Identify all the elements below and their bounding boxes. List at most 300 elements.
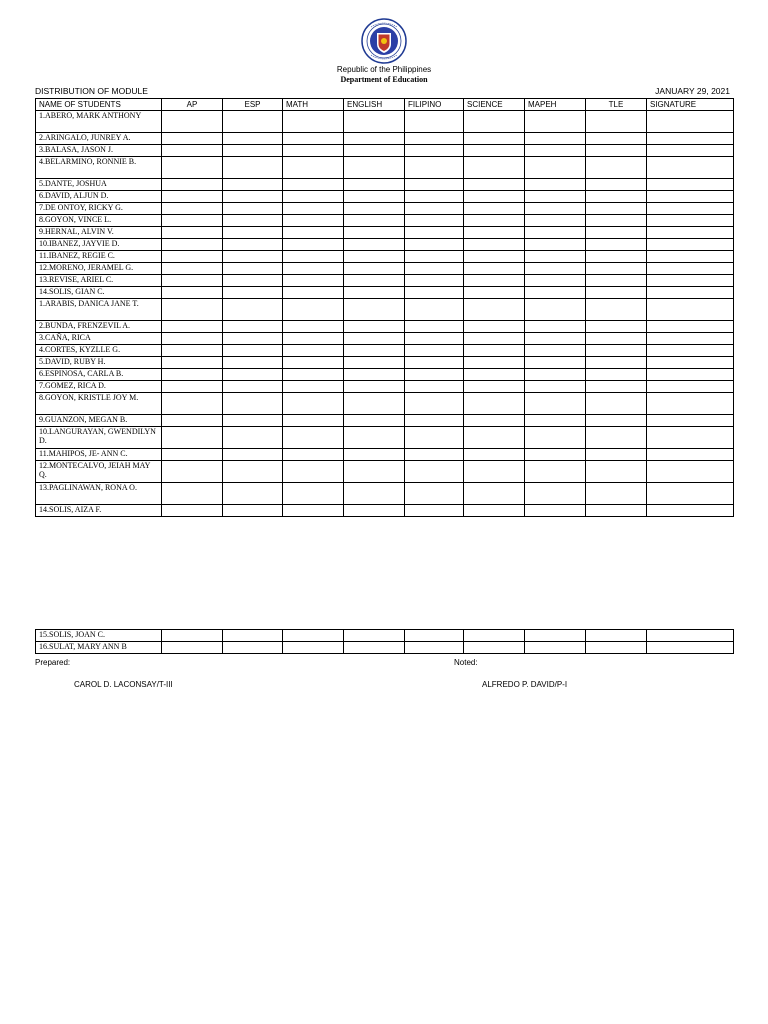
subject-cell[interactable] [586, 157, 647, 179]
signature-cell[interactable] [647, 179, 734, 191]
subject-cell[interactable] [525, 203, 586, 215]
signature-cell[interactable] [647, 299, 734, 321]
subject-cell[interactable] [162, 133, 223, 145]
subject-cell[interactable] [525, 461, 586, 483]
subject-cell[interactable] [223, 630, 283, 642]
subject-cell[interactable] [525, 369, 586, 381]
subject-cell[interactable] [223, 179, 283, 191]
table-row [36, 157, 734, 179]
subject-cell[interactable] [162, 215, 223, 227]
subject-cell[interactable] [525, 345, 586, 357]
signature-cell[interactable] [647, 333, 734, 345]
table-row [36, 299, 734, 321]
subject-cell[interactable] [405, 449, 464, 461]
subject-cell[interactable] [525, 483, 586, 505]
subject-cell[interactable] [223, 133, 283, 145]
subject-cell[interactable] [223, 287, 283, 299]
subject-cell[interactable] [405, 321, 464, 333]
student-name-cell: 10.IBANEZ, JAYVIE D. [36, 239, 162, 251]
table-row [36, 145, 734, 157]
subject-cell[interactable] [344, 111, 405, 133]
subject-cell[interactable] [464, 203, 525, 215]
subject-cell[interactable] [283, 393, 344, 415]
subject-cell[interactable] [405, 287, 464, 299]
subject-cell[interactable] [162, 461, 223, 483]
subject-cell[interactable] [223, 321, 283, 333]
subject-cell[interactable] [464, 415, 525, 427]
subject-cell[interactable] [162, 157, 223, 179]
signature-cell[interactable] [647, 275, 734, 287]
signature-cell[interactable] [647, 287, 734, 299]
subject-cell[interactable] [223, 461, 283, 483]
subject-cell[interactable] [464, 157, 525, 179]
subject-cell[interactable] [405, 357, 464, 369]
column-header: SCIENCE [464, 99, 525, 111]
subject-cell[interactable] [464, 179, 525, 191]
subject-cell[interactable] [223, 227, 283, 239]
subject-cell[interactable] [344, 227, 405, 239]
subject-cell[interactable] [405, 145, 464, 157]
subject-cell[interactable] [223, 157, 283, 179]
table-row [36, 345, 734, 357]
subject-cell[interactable] [405, 191, 464, 203]
signature-cell[interactable] [647, 483, 734, 505]
subject-cell[interactable] [525, 299, 586, 321]
subject-cell[interactable] [162, 239, 223, 251]
subject-cell[interactable] [344, 427, 405, 449]
subject-cell[interactable] [525, 263, 586, 275]
subject-cell[interactable] [464, 263, 525, 275]
subject-cell[interactable] [223, 191, 283, 203]
subject-cell[interactable] [405, 203, 464, 215]
subject-cell[interactable] [283, 630, 344, 642]
signature-cell[interactable] [647, 145, 734, 157]
subject-cell[interactable] [525, 287, 586, 299]
student-name-cell: 11.IBANEZ, REGIE C. [36, 251, 162, 263]
signature-cell[interactable] [647, 345, 734, 357]
subject-cell[interactable] [525, 191, 586, 203]
subject-cell[interactable] [405, 427, 464, 449]
subject-cell[interactable] [405, 393, 464, 415]
subject-cell[interactable] [283, 111, 344, 133]
subject-cell[interactable] [586, 630, 647, 642]
subject-cell[interactable] [223, 449, 283, 461]
subject-cell[interactable] [405, 369, 464, 381]
subject-cell[interactable] [283, 227, 344, 239]
subject-cell[interactable] [344, 642, 405, 654]
subject-cell[interactable] [464, 133, 525, 145]
column-header: SIGNATURE [647, 99, 734, 111]
subject-cell[interactable] [464, 275, 525, 287]
subject-cell[interactable] [162, 299, 223, 321]
subject-cell[interactable] [223, 111, 283, 133]
subject-cell[interactable] [283, 357, 344, 369]
subject-cell[interactable] [405, 179, 464, 191]
subject-cell[interactable] [525, 642, 586, 654]
subject-cell[interactable] [283, 191, 344, 203]
subject-cell[interactable] [223, 215, 283, 227]
subject-cell[interactable] [525, 239, 586, 251]
subject-cell[interactable] [464, 642, 525, 654]
subject-cell[interactable] [405, 505, 464, 517]
subject-cell[interactable] [405, 483, 464, 505]
subject-cell[interactable] [586, 381, 647, 393]
subject-cell[interactable] [344, 393, 405, 415]
subject-cell[interactable] [223, 381, 283, 393]
subject-cell[interactable] [162, 191, 223, 203]
signature-cell[interactable] [647, 449, 734, 461]
subject-cell[interactable] [162, 227, 223, 239]
subject-cell[interactable] [525, 630, 586, 642]
subject-cell[interactable] [464, 321, 525, 333]
signature-cell[interactable] [647, 251, 734, 263]
subject-cell[interactable] [223, 415, 283, 427]
subject-cell[interactable] [162, 642, 223, 654]
subject-cell[interactable] [586, 415, 647, 427]
subject-cell[interactable] [405, 415, 464, 427]
subject-cell[interactable] [283, 251, 344, 263]
subject-cell[interactable] [162, 630, 223, 642]
subject-cell[interactable] [464, 461, 525, 483]
subject-cell[interactable] [586, 215, 647, 227]
subject-cell[interactable] [586, 321, 647, 333]
subject-cell[interactable] [162, 449, 223, 461]
subject-cell[interactable] [586, 251, 647, 263]
signature-cell[interactable] [647, 505, 734, 517]
signature-cell[interactable] [647, 415, 734, 427]
subject-cell[interactable] [162, 483, 223, 505]
subject-cell[interactable] [162, 393, 223, 415]
subject-cell[interactable] [223, 369, 283, 381]
subject-cell[interactable] [344, 449, 405, 461]
subject-cell[interactable] [405, 381, 464, 393]
signature-cell[interactable] [647, 133, 734, 145]
subject-cell[interactable] [223, 145, 283, 157]
column-header: MAPEH [525, 99, 586, 111]
subject-cell[interactable] [344, 630, 405, 642]
subject-cell[interactable] [223, 505, 283, 517]
subject-cell[interactable] [405, 239, 464, 251]
subject-cell[interactable] [344, 215, 405, 227]
subject-cell[interactable] [344, 203, 405, 215]
subject-cell[interactable] [283, 415, 344, 427]
subject-cell[interactable] [525, 505, 586, 517]
subject-cell[interactable] [405, 345, 464, 357]
subject-cell[interactable] [525, 427, 586, 449]
table-row [36, 369, 734, 381]
subject-cell[interactable] [586, 449, 647, 461]
subject-cell[interactable] [162, 111, 223, 133]
subject-cell[interactable] [344, 483, 405, 505]
subject-cell[interactable] [223, 299, 283, 321]
subject-cell[interactable] [464, 227, 525, 239]
subject-cell[interactable] [525, 333, 586, 345]
subject-cell[interactable] [344, 505, 405, 517]
subject-cell[interactable] [162, 145, 223, 157]
signature-cell[interactable] [647, 642, 734, 654]
subject-cell[interactable] [405, 263, 464, 275]
subject-cell[interactable] [586, 505, 647, 517]
subject-cell[interactable] [405, 642, 464, 654]
subject-cell[interactable] [283, 263, 344, 275]
subject-cell[interactable] [344, 263, 405, 275]
subject-cell[interactable] [586, 642, 647, 654]
department-heading: Department of Education [340, 75, 428, 84]
subject-cell[interactable] [344, 369, 405, 381]
subject-cell[interactable] [405, 251, 464, 263]
subject-cell[interactable] [344, 275, 405, 287]
subject-cell[interactable] [525, 393, 586, 415]
subject-cell[interactable] [586, 227, 647, 239]
subject-cell[interactable] [223, 275, 283, 287]
subject-cell[interactable] [586, 263, 647, 275]
subject-cell[interactable] [464, 287, 525, 299]
signature-cell[interactable] [647, 111, 734, 133]
subject-cell[interactable] [162, 381, 223, 393]
table-row [36, 642, 734, 654]
republic-heading: Republic of the Philippines [336, 65, 432, 74]
subject-cell[interactable] [525, 227, 586, 239]
subject-cell[interactable] [586, 427, 647, 449]
subject-cell[interactable] [464, 191, 525, 203]
signature-cell[interactable] [647, 157, 734, 179]
subject-cell[interactable] [464, 630, 525, 642]
subject-cell[interactable] [586, 393, 647, 415]
table-row [36, 179, 734, 191]
subject-cell[interactable] [464, 145, 525, 157]
subject-cell[interactable] [464, 345, 525, 357]
subject-cell[interactable] [525, 157, 586, 179]
subject-cell[interactable] [162, 369, 223, 381]
signature-cell[interactable] [647, 239, 734, 251]
subject-cell[interactable] [283, 299, 344, 321]
signature-cell[interactable] [647, 357, 734, 369]
subject-cell[interactable] [162, 287, 223, 299]
subject-cell[interactable] [283, 381, 344, 393]
subject-cell[interactable] [586, 287, 647, 299]
subject-cell[interactable] [344, 333, 405, 345]
signature-cell[interactable] [647, 227, 734, 239]
subject-cell[interactable] [344, 345, 405, 357]
subject-cell[interactable] [162, 345, 223, 357]
subject-cell[interactable] [344, 145, 405, 157]
subject-cell[interactable] [223, 251, 283, 263]
signature-cell[interactable] [647, 191, 734, 203]
subject-cell[interactable] [162, 179, 223, 191]
subject-cell[interactable] [223, 239, 283, 251]
subject-cell[interactable] [162, 251, 223, 263]
subject-cell[interactable] [586, 357, 647, 369]
subject-cell[interactable] [405, 133, 464, 145]
subject-cell[interactable] [525, 321, 586, 333]
subject-cell[interactable] [344, 157, 405, 179]
subject-cell[interactable] [586, 111, 647, 133]
signature-cell[interactable] [647, 203, 734, 215]
subject-cell[interactable] [283, 461, 344, 483]
subject-cell[interactable] [223, 483, 283, 505]
subject-cell[interactable] [464, 357, 525, 369]
subject-cell[interactable] [223, 393, 283, 415]
subject-cell[interactable] [464, 111, 525, 133]
subject-cell[interactable] [464, 299, 525, 321]
signature-cell[interactable] [647, 215, 734, 227]
subject-cell[interactable] [586, 203, 647, 215]
subject-cell[interactable] [405, 215, 464, 227]
subject-cell[interactable] [586, 483, 647, 505]
subject-cell[interactable] [162, 333, 223, 345]
table-row [36, 191, 734, 203]
subject-cell[interactable] [162, 357, 223, 369]
subject-cell[interactable] [283, 345, 344, 357]
subject-cell[interactable] [586, 275, 647, 287]
subject-cell[interactable] [283, 145, 344, 157]
signature-cell[interactable] [647, 461, 734, 483]
subject-cell[interactable] [525, 179, 586, 191]
student-name-cell: 12.MORENO, JERAMEL G. [36, 263, 162, 275]
subject-cell[interactable] [464, 449, 525, 461]
subject-cell[interactable] [344, 287, 405, 299]
student-name-cell: 3.BALASA, JASON J. [36, 145, 162, 157]
table-row [36, 415, 734, 427]
signature-cell[interactable] [647, 321, 734, 333]
student-name-cell: 2.BUNDA, FRENZEVIL A. [36, 321, 162, 333]
subject-cell[interactable] [586, 133, 647, 145]
subject-cell[interactable] [283, 427, 344, 449]
column-header: MATH [283, 99, 344, 111]
subject-cell[interactable] [586, 333, 647, 345]
table-row [36, 133, 734, 145]
subject-cell[interactable] [283, 483, 344, 505]
subject-cell[interactable] [283, 203, 344, 215]
subject-cell[interactable] [405, 333, 464, 345]
subject-cell[interactable] [283, 321, 344, 333]
signature-cell[interactable] [647, 263, 734, 275]
subject-cell[interactable] [464, 333, 525, 345]
subject-cell[interactable] [464, 393, 525, 415]
table-row [36, 505, 734, 517]
subject-cell[interactable] [283, 505, 344, 517]
subject-cell[interactable] [464, 427, 525, 449]
subject-cell[interactable] [223, 345, 283, 357]
subject-cell[interactable] [525, 381, 586, 393]
subject-cell[interactable] [283, 287, 344, 299]
subject-cell[interactable] [162, 415, 223, 427]
signature-cell[interactable] [647, 369, 734, 381]
subject-cell[interactable] [464, 215, 525, 227]
student-name-cell: 8.GOYON, KRISTLE JOY M. [36, 393, 162, 415]
subject-cell[interactable] [586, 239, 647, 251]
signature-cell[interactable] [647, 393, 734, 415]
subject-cell[interactable] [162, 203, 223, 215]
subject-cell[interactable] [586, 145, 647, 157]
subject-cell[interactable] [525, 133, 586, 145]
subject-cell[interactable] [586, 461, 647, 483]
subject-cell[interactable] [525, 357, 586, 369]
subject-cell[interactable] [283, 239, 344, 251]
subject-cell[interactable] [525, 215, 586, 227]
subject-cell[interactable] [344, 251, 405, 263]
column-header: ENGLISH [344, 99, 405, 111]
subject-cell[interactable] [525, 449, 586, 461]
subject-cell[interactable] [283, 449, 344, 461]
subject-cell[interactable] [464, 369, 525, 381]
subject-cell[interactable] [405, 461, 464, 483]
subject-cell[interactable] [283, 642, 344, 654]
student-name-cell: 3.CAÑA, RICA [36, 333, 162, 345]
subject-cell[interactable] [162, 427, 223, 449]
subject-cell[interactable] [162, 505, 223, 517]
subject-cell[interactable] [283, 179, 344, 191]
subject-cell[interactable] [525, 415, 586, 427]
subject-cell[interactable] [344, 461, 405, 483]
subject-cell[interactable] [405, 111, 464, 133]
signature-cell[interactable] [647, 630, 734, 642]
subject-cell[interactable] [344, 133, 405, 145]
subject-cell[interactable] [162, 321, 223, 333]
subject-cell[interactable] [525, 145, 586, 157]
subject-cell[interactable] [223, 203, 283, 215]
subject-cell[interactable] [405, 227, 464, 239]
subject-cell[interactable] [344, 415, 405, 427]
subject-cell[interactable] [162, 275, 223, 287]
subject-cell[interactable] [344, 321, 405, 333]
subject-cell[interactable] [586, 299, 647, 321]
subject-cell[interactable] [283, 333, 344, 345]
subject-cell[interactable] [586, 179, 647, 191]
subject-cell[interactable] [405, 630, 464, 642]
subject-cell[interactable] [344, 381, 405, 393]
subject-cell[interactable] [344, 191, 405, 203]
subject-cell[interactable] [525, 111, 586, 133]
subject-cell[interactable] [464, 239, 525, 251]
subject-cell[interactable] [405, 275, 464, 287]
subject-cell[interactable] [344, 239, 405, 251]
subject-cell[interactable] [283, 215, 344, 227]
module-distribution-table-continued [35, 629, 734, 654]
subject-cell[interactable] [464, 505, 525, 517]
subject-cell[interactable] [283, 275, 344, 287]
subject-cell[interactable] [223, 642, 283, 654]
subject-cell[interactable] [464, 381, 525, 393]
subject-cell[interactable] [525, 275, 586, 287]
subject-cell[interactable] [586, 345, 647, 357]
subject-cell[interactable] [405, 299, 464, 321]
signature-cell[interactable] [647, 381, 734, 393]
student-name-cell: 1.ABERO, MARK ANTHONY [36, 111, 162, 133]
subject-cell[interactable] [223, 333, 283, 345]
subject-cell[interactable] [405, 157, 464, 179]
subject-cell[interactable] [344, 179, 405, 191]
subject-cell[interactable] [586, 369, 647, 381]
subject-cell[interactable] [283, 369, 344, 381]
subject-cell[interactable] [344, 299, 405, 321]
subject-cell[interactable] [283, 157, 344, 179]
table-row [36, 287, 734, 299]
signature-cell[interactable] [647, 427, 734, 449]
subject-cell[interactable] [223, 357, 283, 369]
table-row [36, 393, 734, 415]
subject-cell[interactable] [464, 483, 525, 505]
document-date: JANUARY 29, 2021 [655, 86, 730, 96]
subject-cell[interactable] [525, 251, 586, 263]
subject-cell[interactable] [464, 251, 525, 263]
subject-cell[interactable] [223, 263, 283, 275]
subject-cell[interactable] [283, 133, 344, 145]
subject-cell[interactable] [162, 263, 223, 275]
subject-cell[interactable] [223, 427, 283, 449]
subject-cell[interactable] [586, 191, 647, 203]
subject-cell[interactable] [344, 357, 405, 369]
